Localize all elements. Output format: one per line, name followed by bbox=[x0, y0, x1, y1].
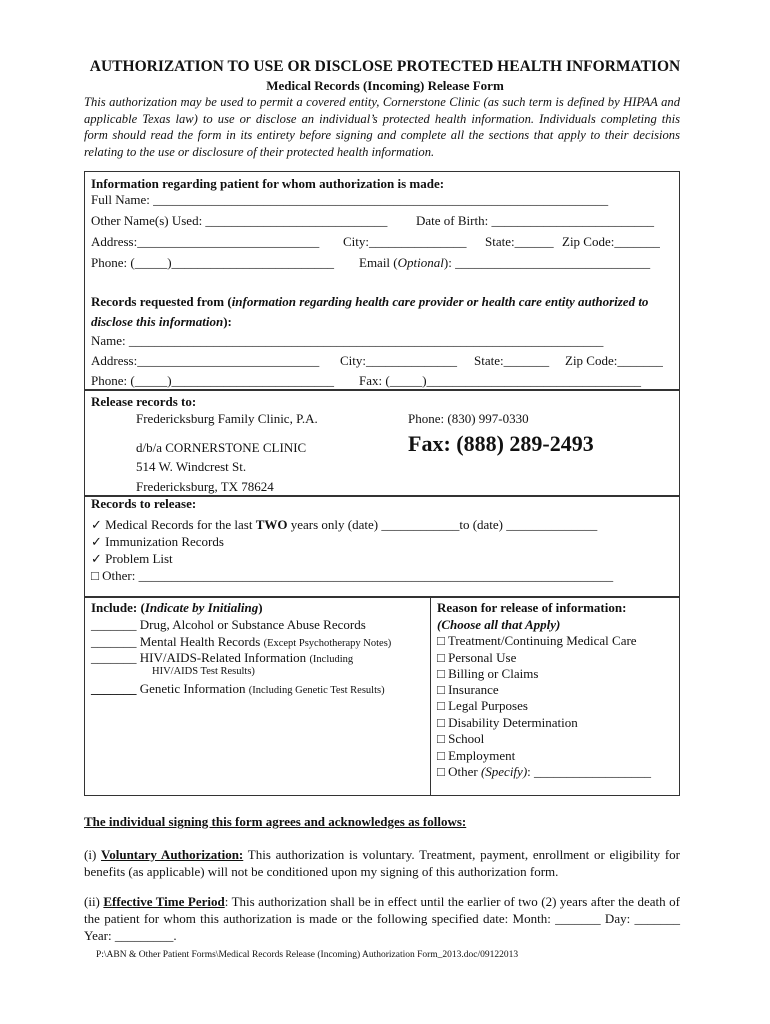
records-item-medical[interactable]: ✓ Medical Records for the last TWO years only (date) ____________to (date) ______________ bbox=[91, 517, 598, 532]
footer-path: P:\ABN & Other Patient Forms\Medical Records Release (Incoming) Authorization Form_2013.doc/09122013 bbox=[96, 950, 519, 960]
form-subtitle: Medical Records (Incoming) Release Form bbox=[266, 78, 504, 93]
provider-phone-field[interactable]: Phone: (_____)_________________________ bbox=[91, 373, 335, 388]
provider-fax-field[interactable]: Fax: (_____)_________________________________ bbox=[359, 373, 642, 388]
include-heading: Include: (Indicate by Initialing) bbox=[91, 600, 263, 615]
provider-heading: Records requested from (information regarding health care provider or health care entity authorized to disclose this information): bbox=[91, 294, 649, 329]
effective-period-paragraph: (ii) Effective Time Period: This authorization shall be in effect until the earlier of two (2) years after the death of the patient for whom this authorization is made or the following specified date: Month: _______ Day: _______ Year: _________. bbox=[84, 894, 680, 943]
reason-option-insurance[interactable]: □ Insurance bbox=[437, 682, 499, 697]
patient-phone-field[interactable]: Phone: (_____)_________________________ bbox=[91, 255, 335, 270]
records-item-problem-list[interactable]: ✓ Problem List bbox=[91, 551, 173, 566]
reason-option-other[interactable]: □ Other (Specify): __________________ bbox=[437, 764, 652, 779]
include-genetic[interactable]: _______ Genetic Information (Including Genetic Test Results) bbox=[91, 681, 385, 696]
other-names-field[interactable]: Other Name(s) Used: ____________________________ bbox=[91, 213, 388, 228]
clinic-dba: d/b/a CORNERSTONE CLINIC bbox=[136, 440, 307, 455]
include-hiv-aids[interactable]: _______ HIV/AIDS-Related Information (Including bbox=[91, 650, 354, 665]
clinic-phone: Phone: (830) 997-0330 bbox=[408, 411, 529, 426]
patient-email-field[interactable] bbox=[359, 255, 650, 271]
reason-option-treatment[interactable]: □ Treatment/Continuing Medical Care bbox=[437, 633, 637, 648]
patient-zip-field[interactable]: Zip Code:_______ bbox=[562, 234, 660, 249]
reason-option-disability[interactable]: □ Disability Determination bbox=[437, 715, 578, 730]
reason-option-employment[interactable]: □ Employment bbox=[437, 748, 516, 763]
agreement-heading: The individual signing this form agrees and acknowledges as follows: bbox=[84, 814, 467, 829]
full-name-field[interactable]: Full Name: ______________________________________________________________________ bbox=[91, 192, 609, 207]
reason-option-school[interactable]: □ School bbox=[437, 731, 485, 746]
clinic-city-state: Fredericksburg, TX 78624 bbox=[136, 479, 274, 494]
provider-name-field[interactable]: Name: _________________________________________________________________________ bbox=[91, 333, 604, 348]
voluntary-authorization-paragraph: (i) Voluntary Authorization: This authorization is voluntary. Treatment, payment, enrollment or eligibility for benefits (as applicable) will not be conditioned upon my signing of this authorization form. bbox=[84, 847, 680, 879]
dob-field[interactable]: Date of Birth: _________________________ bbox=[416, 213, 654, 228]
reason-subheading: (Choose all that Apply) bbox=[437, 617, 561, 632]
records-item-immunization[interactable]: ✓ Immunization Records bbox=[91, 534, 224, 549]
provider-city-field[interactable]: City:______________ bbox=[340, 353, 458, 368]
reason-option-billing[interactable]: □ Billing or Claims bbox=[437, 666, 539, 681]
clinic-name: Fredericksburg Family Clinic, P.A. bbox=[136, 411, 318, 426]
clinic-fax: Fax: (888) 289-2493 bbox=[408, 431, 594, 456]
intro-paragraph: This authorization may be used to permit a covered entity, Cornerstone Clinic (as such term is defined by HIPAA and applicable Texas law) to use or disclose an individual’s protected health information. Individuals completing this form should read the form in its entirety before signing and complete all the sections that apply to their decisions relating to the use or disclosure of their protected health information. bbox=[84, 95, 680, 159]
patient-heading: Information regarding patient for whom authorization is made: bbox=[91, 176, 445, 191]
email-optional: Optional bbox=[397, 255, 444, 270]
patient-address-field[interactable]: Address:____________________________ bbox=[91, 234, 320, 249]
patient-city-field[interactable]: City:_______________ bbox=[343, 234, 467, 249]
email-blank: ): ______________________________ bbox=[443, 255, 651, 270]
patient-state-field[interactable]: State:______ bbox=[485, 234, 554, 249]
email-label: Email ( bbox=[359, 255, 398, 270]
include-mental-health[interactable]: _______ Mental Health Records (Except Psychotherapy Notes) bbox=[91, 634, 392, 649]
release-to-heading: Release records to: bbox=[91, 394, 197, 409]
records-heading: Records to release: bbox=[91, 496, 197, 511]
provider-address-field[interactable]: Address:____________________________ bbox=[91, 353, 320, 368]
include-substance-abuse[interactable]: _______ Drug, Alcohol or Substance Abuse Records bbox=[91, 617, 366, 632]
clinic-street: 514 W. Windcrest St. bbox=[136, 459, 247, 474]
provider-state-field[interactable]: State:_______ bbox=[474, 353, 550, 368]
include-hiv-aids-note: HIV/AIDS Test Results) bbox=[152, 666, 255, 677]
reason-option-personal[interactable]: □ Personal Use bbox=[437, 650, 517, 665]
reason-option-legal[interactable]: □ Legal Purposes bbox=[437, 698, 528, 713]
reason-heading: Reason for release of information: bbox=[437, 600, 627, 615]
provider-zip-field[interactable]: Zip Code:_______ bbox=[565, 353, 663, 368]
form-title: AUTHORIZATION TO USE OR DISCLOSE PROTECTED HEALTH INFORMATION bbox=[89, 58, 681, 75]
records-item-other[interactable]: □ Other: _________________________________________________________________________ bbox=[91, 568, 614, 583]
